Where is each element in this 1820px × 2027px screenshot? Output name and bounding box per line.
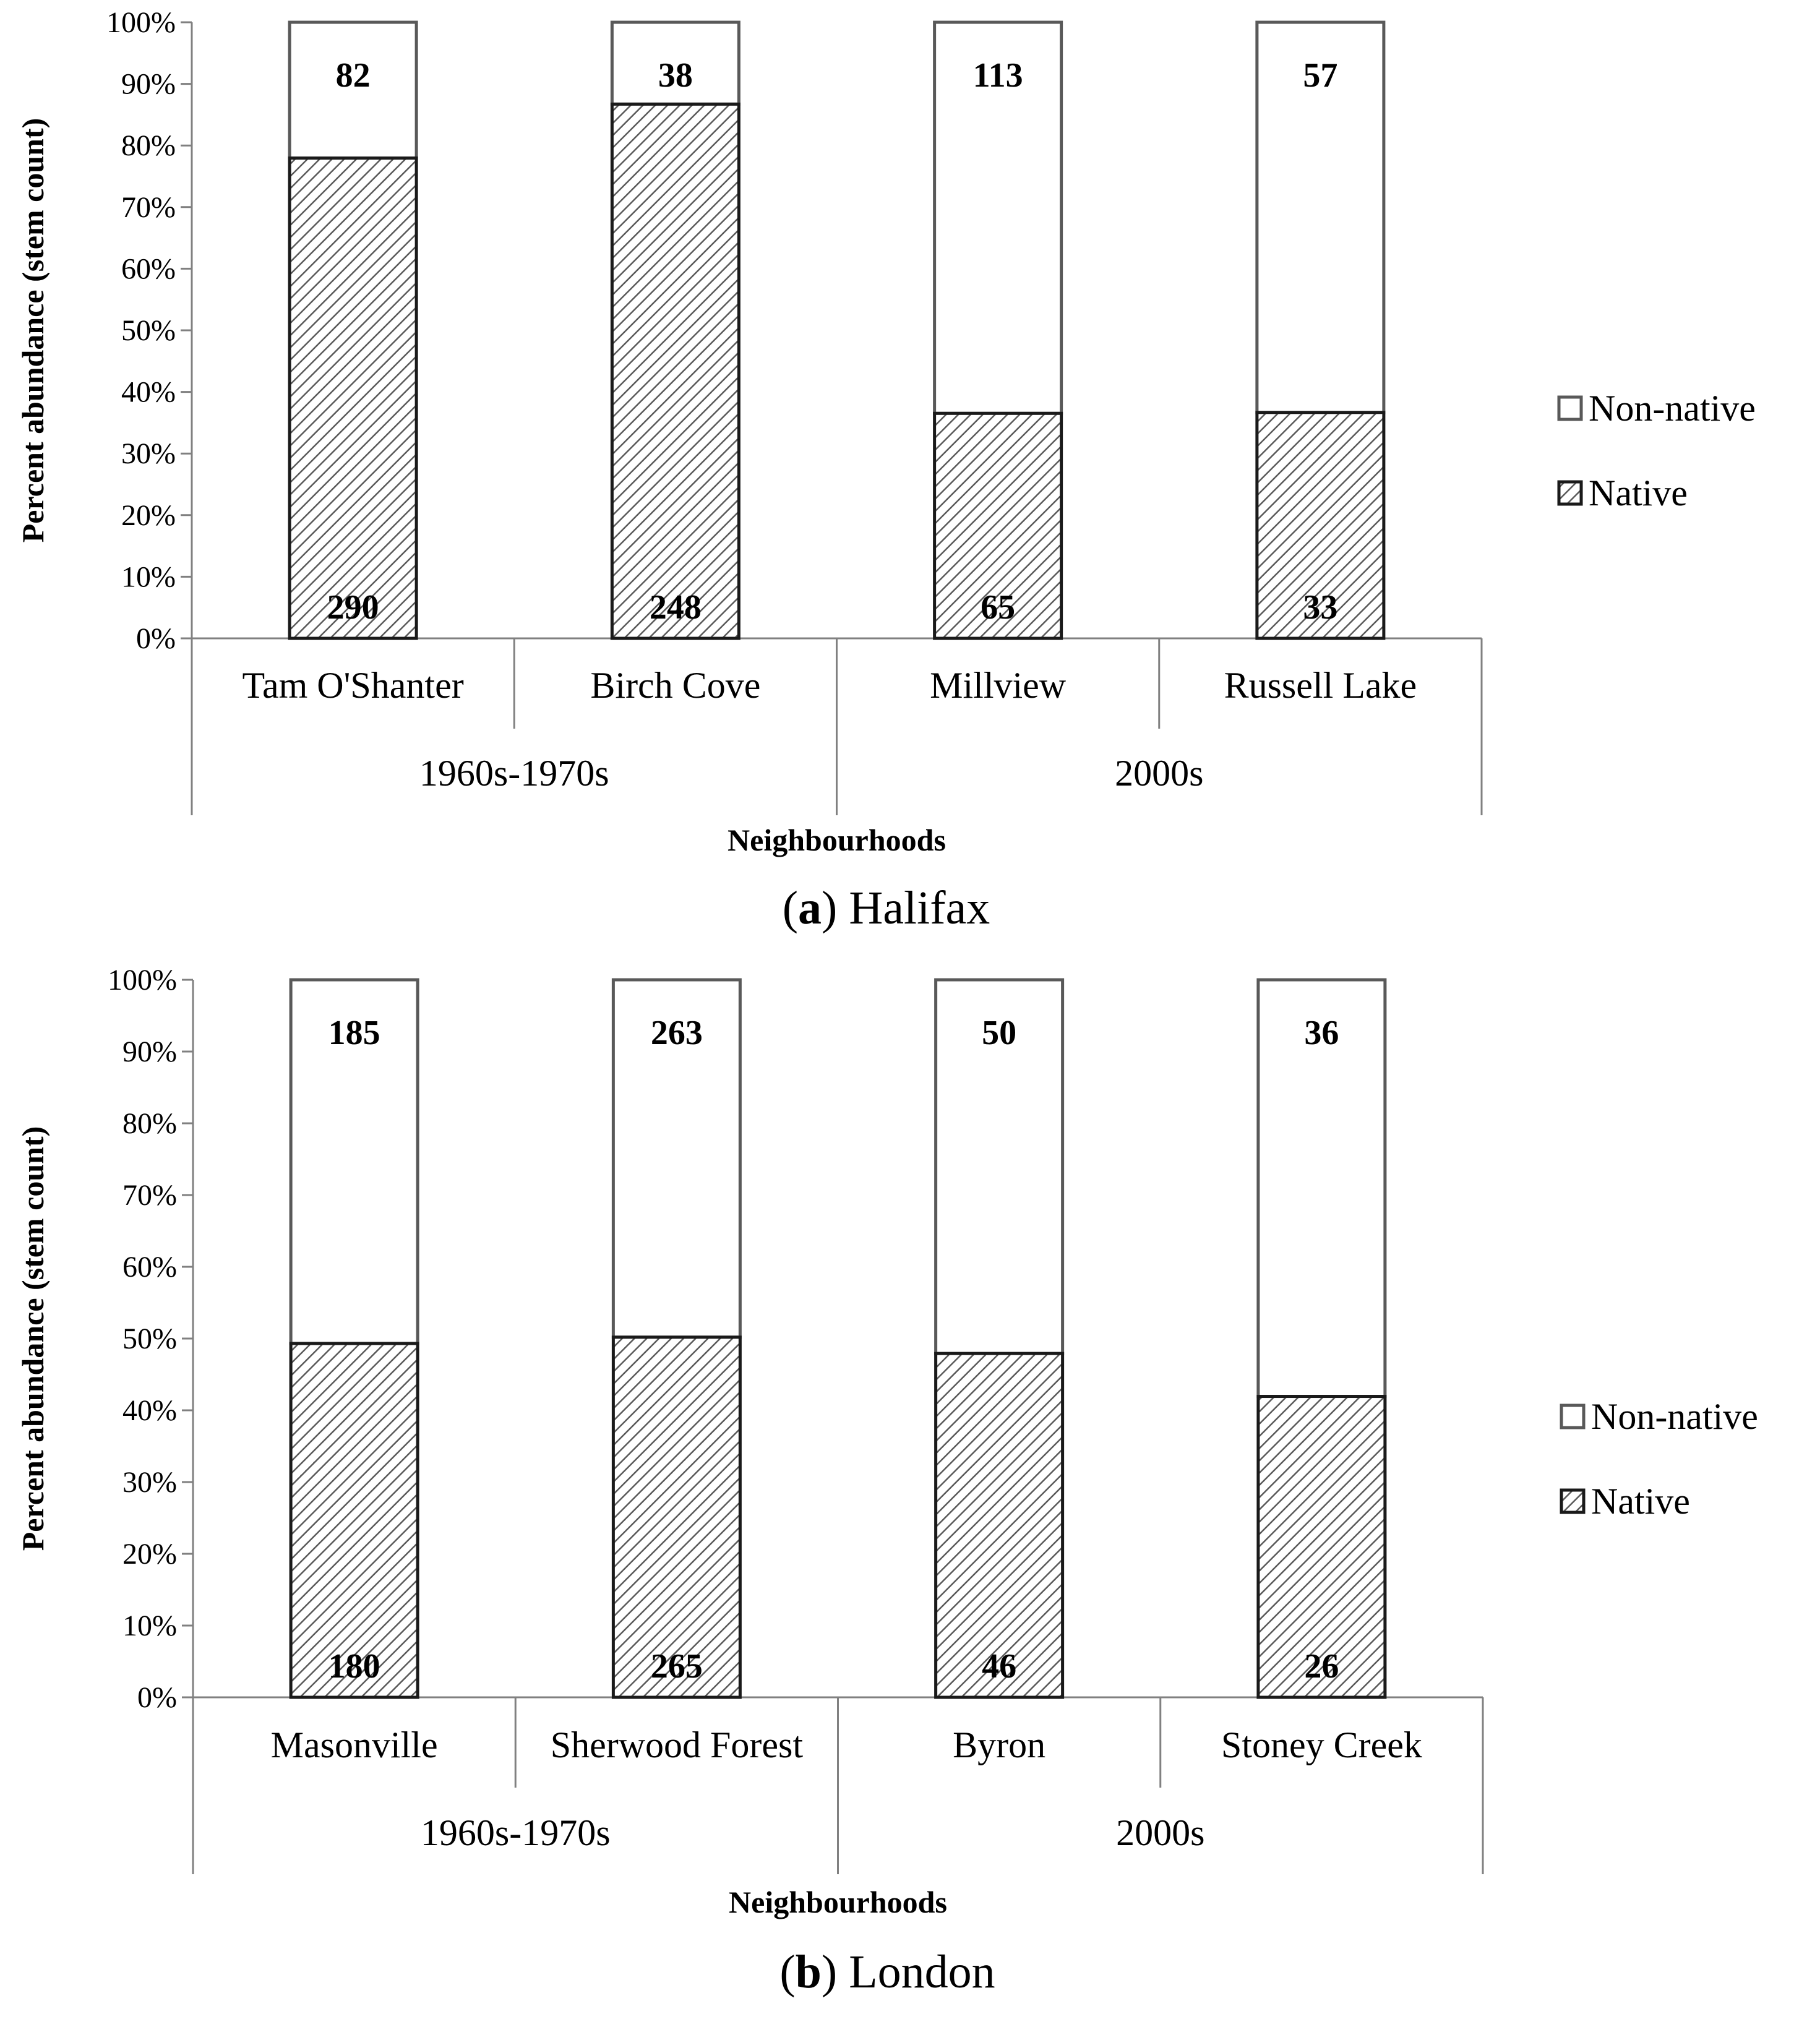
data-label-native: 248: [649, 588, 702, 627]
data-label-non-native: 185: [328, 1014, 380, 1052]
y-tick-label: 80%: [122, 1107, 177, 1140]
data-label-native: 33: [1303, 588, 1338, 627]
panel-caption: [783, 882, 990, 934]
data-label-native: 46: [982, 1647, 1017, 1686]
category-label-millview: Millview: [930, 665, 1067, 706]
y-tick-label: 10%: [122, 1609, 177, 1642]
legend-label-native: Native: [1589, 473, 1688, 513]
y-tick-label: 70%: [122, 1179, 177, 1212]
y-tick-label: 60%: [121, 252, 176, 286]
y-tick-label: 10%: [121, 560, 176, 594]
y-tick-label: 80%: [121, 129, 176, 163]
bar-native-byron: [936, 1353, 1063, 1697]
caption-title: London: [849, 1946, 995, 1998]
legend-swatch-native: [1561, 1490, 1584, 1512]
y-tick-label: 40%: [121, 375, 176, 409]
data-label-native: 265: [650, 1647, 703, 1686]
y-tick-label: 30%: [122, 1466, 177, 1499]
legend-swatch-native: [1559, 482, 1581, 504]
caption-letter: a: [798, 882, 822, 934]
legend-swatch-non-native: [1559, 397, 1581, 419]
caption-title: Halifax: [849, 882, 990, 934]
y-tick-label: 90%: [121, 67, 176, 101]
y-axis-ticks: [108, 964, 193, 1714]
caption-paren-open: (: [782, 882, 799, 934]
y-tick-label: 100%: [108, 964, 177, 996]
y-tick-label: 20%: [122, 1538, 177, 1571]
bars: [290, 22, 1384, 638]
x-axis-title: Neighbourhoods: [728, 823, 946, 857]
caption-paren-close: ): [821, 1946, 849, 1998]
category-label-tam-o-shanter: Tam O'Shanter: [242, 665, 464, 706]
y-tick-label: 50%: [122, 1322, 177, 1355]
legend-label-non-native: Non-native: [1591, 1396, 1758, 1437]
data-label-non-native: 113: [972, 56, 1023, 95]
y-tick-label: 40%: [122, 1394, 177, 1427]
bar-native-masonville: [291, 1343, 418, 1697]
data-label-native: 290: [327, 588, 379, 627]
panel-caption: [779, 1946, 995, 1998]
group-label-1960s-1970s: 1960s-1970s: [419, 753, 609, 794]
category-label-birch-cove: Birch Cove: [590, 665, 761, 706]
y-tick-label: 0%: [136, 622, 176, 655]
data-label-non-native: 36: [1304, 1014, 1339, 1052]
y-tick-label: 100%: [106, 6, 176, 39]
data-label-native: 26: [1304, 1647, 1339, 1686]
data-label-native: 180: [328, 1647, 380, 1686]
y-tick-label: 20%: [121, 499, 176, 532]
group-label-2000s: 2000s: [1115, 753, 1204, 794]
legend: [1559, 388, 1756, 513]
category-label-stoney-creek: Stoney Creek: [1221, 1725, 1422, 1765]
chart-london: [15, 964, 1758, 1998]
x-axis-title: Neighbourhoods: [729, 1885, 947, 1919]
data-label-non-native: 50: [982, 1014, 1017, 1052]
y-tick-label: 90%: [122, 1035, 177, 1068]
y-tick-label: 60%: [122, 1251, 177, 1283]
caption-paren-open: (: [779, 1946, 796, 1998]
bar-native-tam-o-shanter: [290, 158, 416, 638]
caption-letter: b: [795, 1946, 822, 1998]
data-label-non-native: 57: [1303, 56, 1338, 95]
y-axis-title: Percent abundance (stem count): [15, 1126, 50, 1551]
y-tick-label: 70%: [121, 191, 176, 224]
y-tick-label: 0%: [137, 1681, 177, 1714]
caption-paren-close: ): [822, 882, 849, 934]
data-label-non-native: 38: [658, 56, 693, 95]
category-label-sherwood-forest: Sherwood Forest: [550, 1725, 804, 1765]
group-label-1960s-1970s: 1960s-1970s: [420, 1812, 611, 1853]
category-label-masonville: Masonville: [270, 1725, 438, 1765]
data-label-native: 65: [981, 588, 1016, 627]
bar-native-birch-cove: [612, 104, 739, 638]
data-label-non-native: 82: [335, 56, 371, 95]
group-label-2000s: 2000s: [1116, 1812, 1205, 1853]
legend-swatch-non-native: [1561, 1405, 1584, 1428]
y-tick-label: 30%: [121, 437, 176, 471]
y-axis-title: Percent abundance (stem count): [15, 118, 50, 543]
y-tick-label: 50%: [121, 314, 176, 347]
legend: [1561, 1396, 1758, 1522]
y-axis-ticks: [106, 6, 192, 655]
chart-halifax: [15, 6, 1756, 934]
legend-label-non-native: Non-native: [1589, 388, 1756, 429]
category-label-byron: Byron: [953, 1725, 1046, 1765]
legend-label-native: Native: [1591, 1481, 1690, 1522]
bars: [291, 980, 1385, 1697]
category-label-russell-lake: Russell Lake: [1224, 665, 1417, 706]
data-label-non-native: 263: [650, 1014, 703, 1052]
bar-native-sherwood-forest: [613, 1337, 740, 1697]
